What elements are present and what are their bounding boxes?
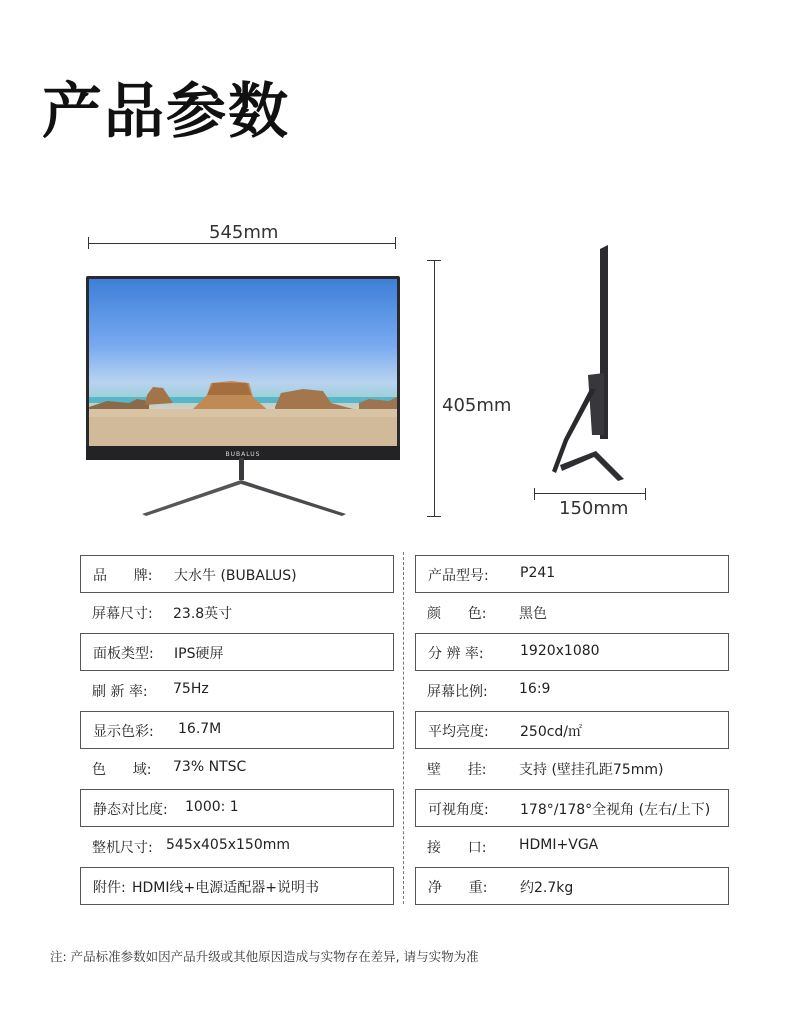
spec-cell-left [80,555,394,593]
height-dimension-tick-top [427,260,441,261]
depth-dimension-line [534,493,646,494]
spec-label: 壁 挂: [427,762,487,778]
width-dimension-tick-left [88,237,89,249]
spec-label: 显示色彩: [93,724,154,740]
spec-cell-right [415,672,727,708]
spec-cell-left [80,633,394,671]
monitor-screen-image [89,279,397,446]
height-dimension-tick-bottom [427,516,441,517]
spec-cell-right [415,555,729,593]
spec-row [80,594,728,632]
page-title: 产品参数 [42,77,290,147]
spec-row [80,867,728,905]
width-dimension-tick-right [395,237,396,249]
spec-value: 1920x1080 [520,643,600,659]
spec-label: 整机尺寸: [92,840,153,856]
depth-dimension-label: 150mm [559,498,629,519]
width-dimension-line [88,243,396,244]
spec-row [80,750,728,788]
spec-cell-right [415,828,727,864]
spec-label: 净 重: [428,880,488,896]
brand-logo: BUBALUS [225,451,261,458]
spec-cell-left [80,750,392,786]
spec-label: 品 牌: [93,568,153,584]
spec-label: 屏幕尺寸: [92,606,153,622]
spec-value: P241 [520,565,556,581]
height-dimension-label: 405mm [442,395,512,416]
spec-label: 平均亮度: [428,724,489,740]
spec-cell-left [80,867,394,905]
spec-value: 黑色 [519,606,547,622]
spec-value: HDMI+VGA [519,837,599,853]
spec-label: 静态对比度: [93,802,168,818]
spec-label: 色 域: [92,762,152,778]
spec-row [80,672,728,710]
height-dimension-line [434,260,435,517]
depth-dimension-tick-left [534,488,535,500]
spec-value: 16.7M [178,721,222,737]
spec-cell-right [415,867,729,905]
spec-label: 分 辨 率: [428,646,484,662]
spec-row [80,711,728,749]
spec-label: 面板类型: [93,646,154,662]
spec-row [80,633,728,671]
spec-value: 75Hz [173,681,209,697]
spec-cell-right [415,711,729,749]
spec-value: HDMI线+电源适配器+说明书 [132,880,319,896]
spec-cell-right [415,789,729,827]
spec-value: 16:9 [519,681,551,697]
disclaimer-note: 注: 产品标准参数如因产品升级或其他原因造成与实物存在差异, 请与实物为准 [50,949,479,964]
depth-dimension-tick-right [645,488,646,500]
spec-value: 约2.7kg [520,880,574,896]
width-dimension-label: 545mm [209,222,279,243]
spec-value: 1000: 1 [185,799,239,815]
spec-label: 颜 色: [427,606,487,622]
spec-value: 545x405x150mm [166,837,291,853]
spec-value: 支持 (壁挂孔距75mm) [519,762,664,778]
spec-value: 23.8英寸 [173,606,233,622]
spec-cell-left [80,594,392,630]
landscape-illustration [89,279,397,446]
spec-cell-left [80,828,392,864]
spec-label: 接 口: [427,840,487,856]
spec-label: 附件: [93,880,126,896]
monitor-side-view [548,243,632,488]
spec-cell-left [80,789,394,827]
spec-value: 250cd/㎡ [520,724,583,740]
spec-value: 73% NTSC [173,759,247,775]
spec-label: 屏幕比例: [427,684,488,700]
spec-cell-left [80,711,394,749]
spec-row [80,789,728,827]
spec-cell-right [415,633,729,671]
spec-row [80,555,728,593]
spec-cell-left [80,672,392,708]
monitor-stand [140,458,350,520]
spec-value: IPS硬屏 [174,646,224,662]
spec-label: 产品型号: [428,568,489,584]
spec-value: 大水牛 (BUBALUS) [174,568,297,584]
spec-cell-right [415,750,727,786]
spec-value: 178°/178°全视角 (左右/上下) [520,802,711,818]
spec-row [80,828,728,866]
monitor-front [86,276,400,460]
spec-label: 可视角度: [428,802,489,818]
spec-cell-right [415,594,727,630]
spec-label: 刷 新 率: [92,684,148,700]
